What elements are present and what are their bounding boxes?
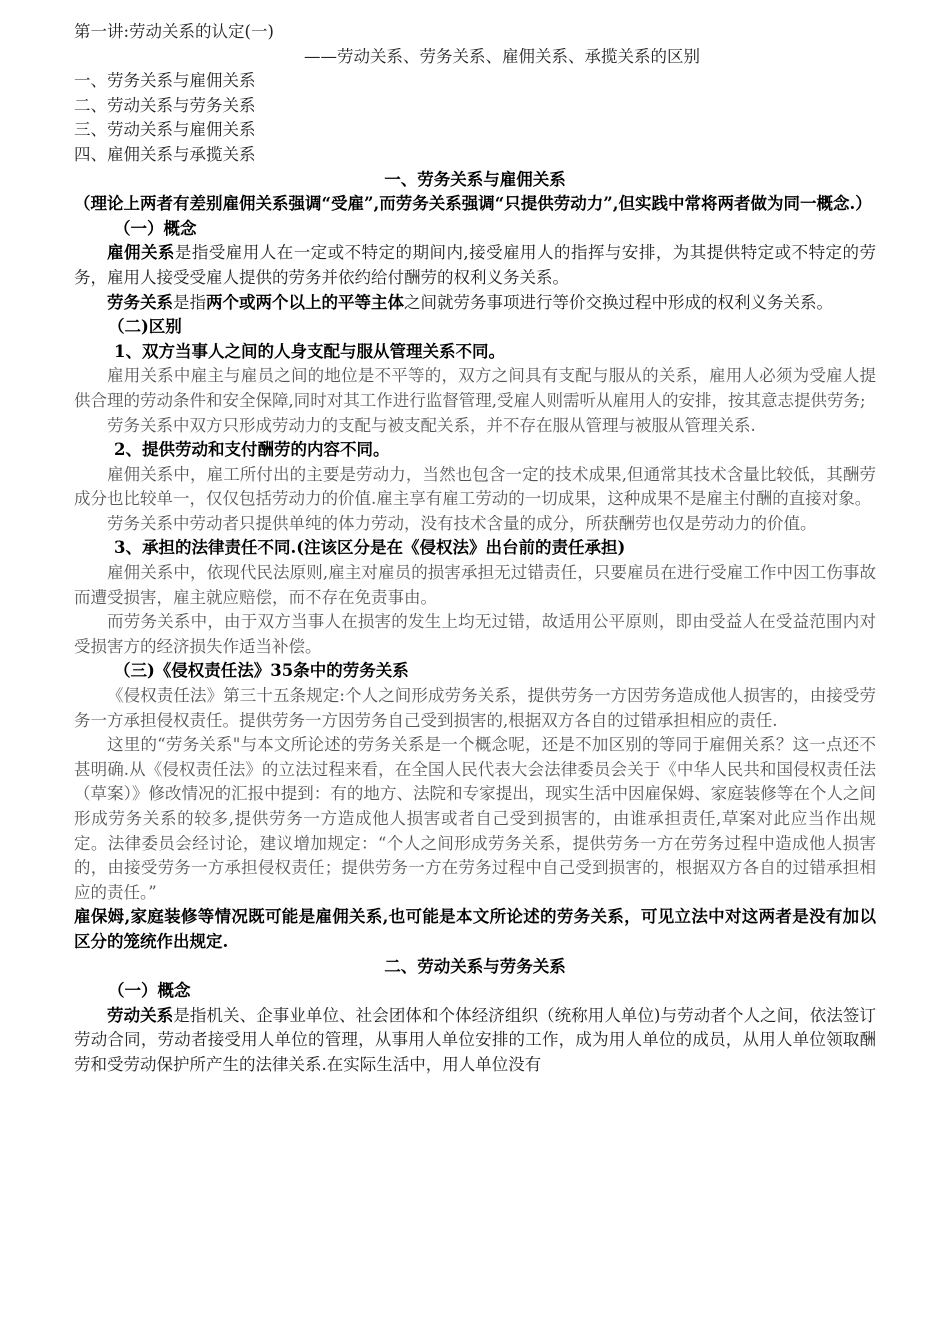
labor-service-text-b: 之间就劳务事项进行等价交换过程中形成的权利义务关系。 [404,292,833,312]
diff1-para-1: 雇用关系中雇主与雇员之间的地位是不平等的，双方之间具有支配与服从的关系，雇用人必须为受雇人提供合理的劳动条件和安全保障,同时对其工作进行监督管理,受雇人则需听从雇用人的安排，按其意志提供劳务; [74,366,876,410]
diff3-para-1: 雇佣关系中，依现代民法原则,雇主对雇员的损害承担无过错责任，只要雇员在进行受雇工作中因工伤事故而遭受损害，雇主就应赔偿，而不存在免责事由。 [74,563,876,607]
lecture-title: 第一讲:劳动关系的认定(一) [74,22,274,41]
labor-definition [74,1004,876,1078]
art35-para-1: 《侵权责任法》第三十五条规定:个人之间形成劳务关系，提供劳务一方因劳务造成他人损害的，由接受劳务一方承担侵权责任。提供劳务一方因劳务自己受到损害的,根据双方各自的过错承担相应的责任. [74,686,876,730]
toc-item-4: 四、雇佣关系与承揽关系 [74,144,256,164]
toc-item-1: 一、劳务关系与雇佣关系 [74,71,256,91]
employ-definition [74,241,876,290]
section1-concept-label: （一）概念 [114,218,197,238]
section1-conclusion: 雇保姆,家庭装修等情况既可能是雇佣关系,也可能是本文所论述的劳务关系，可见立法中对这两者是没有加以区分的笼统作出规定. [74,907,876,951]
diff1-title: 1、双方当事人之间的人身支配与服从管理关系不同。 [114,341,505,361]
toc-item-2: 二、劳动关系与劳务关系 [74,95,256,115]
diff1-para-2: 劳务关系中双方只形成劳动力的支配与被支配关系，并不存在服从管理与被服从管理关系. [107,415,756,435]
diff3-title: 3、承担的法律责任不同.(注该区分是在《侵权法》出台前的责任承担) [114,538,626,558]
art35-label: （三)《侵权责任法》35条中的劳务关系 [114,661,409,681]
employ-term: 雇佣关系 [107,243,175,263]
labor-service-definition [74,291,876,316]
labor-service-text-a: 是指 [173,292,206,312]
section1-note: （理论上两者有差别雇佣关系强调“受雇”,而劳务关系强调“只提供劳动力”,但实践中常将两者做为同一概念.） [74,194,872,214]
labor-term: 劳动关系 [107,1005,174,1025]
diff2-para-2: 劳务关系中劳动者只提供单纯的体力劳动，没有技术含量的成分，所获酬劳也仅是劳动力的价值。 [107,513,817,533]
section2-concept-label: （一）概念 [108,981,191,1001]
art35-para-2: 这里的“劳务关系"与本文所论述的劳务关系是一个概念呢，还是不加区别的等同于雇佣关系？这一点还不甚明确.从《侵权责任法》的立法过程来看，在全国人民代表大会法律委员会关于《中华人民共和国侵权责任法（草案）》修改情况的汇报中提到：有的地方、法院和专家提出，现实生活中因雇保姆、家庭装修等在个人之间形成劳务关系的较多,提供劳务一方造成他人损害或者自己受到损害的，由谁承担责任,草案对此应当作出规定。法律委员会经讨论，建议增加规定：“个人之间形成劳务关系，提供劳务一方在劳务过程中造成他人损害的，由接受劳务一方承担侵权责任；提供劳务一方在劳务过程中自己受到损害的，根据双方各自的过错承担相应的责任。” [74,735,876,902]
lecture-subtitle: ——劳动关系、劳务关系、雇佣关系、承揽关系的区别 [304,46,700,66]
labor-service-bold: 两个或两个以上的平等主体 [206,292,404,312]
labor-service-term: 劳务关系 [107,292,173,312]
toc-item-3: 三、劳动关系与雇佣关系 [74,120,256,140]
diff3-para-2: 而劳务关系中，由于双方当事人在损害的发生上均无过错，故适用公平原则，即由受益人在受益范围内对受损害方的经济损失作适当补偿。 [74,612,876,656]
section1-diff-label: （二)区别 [108,317,182,337]
diff2-para-1: 雇佣关系中，雇工所付出的主要是劳动力，当然也包含一定的技术成果,但通常其技术含量比较低，其酬劳成分也比较单一，仅仅包括劳动力的价值.雇主享有雇工劳动的一切成果，这种成果不是雇主付酬的直接对象。 [74,464,876,509]
employ-def-text: 是指受雇用人在一定或不特定的期间内,接受雇用人的指挥与安排，为其提供特定或不特定的劳务，雇用人接受受雇人提供的劳务并依约给付酬劳的权利义务关系。 [74,243,876,287]
diff2-title: 2、提供劳动和支付酬劳的内容不同。 [114,440,390,460]
section1-heading: 一、劳务关系与雇佣关系 [384,169,566,189]
section2-heading: 二、劳动关系与劳务关系 [384,956,566,976]
labor-def-text: 是指机关、企事业单位、社会团体和个体经济组织（统称用人单位)与劳动者个人之间，依法签订劳动合同，劳动者接受用人单位的管理，从事用人单位安排的工作，成为用人单位的成员，从用人单位领取酬劳和受劳动保护所产生的法律关系.在实际生活中，用人单位没有 [74,1005,877,1074]
